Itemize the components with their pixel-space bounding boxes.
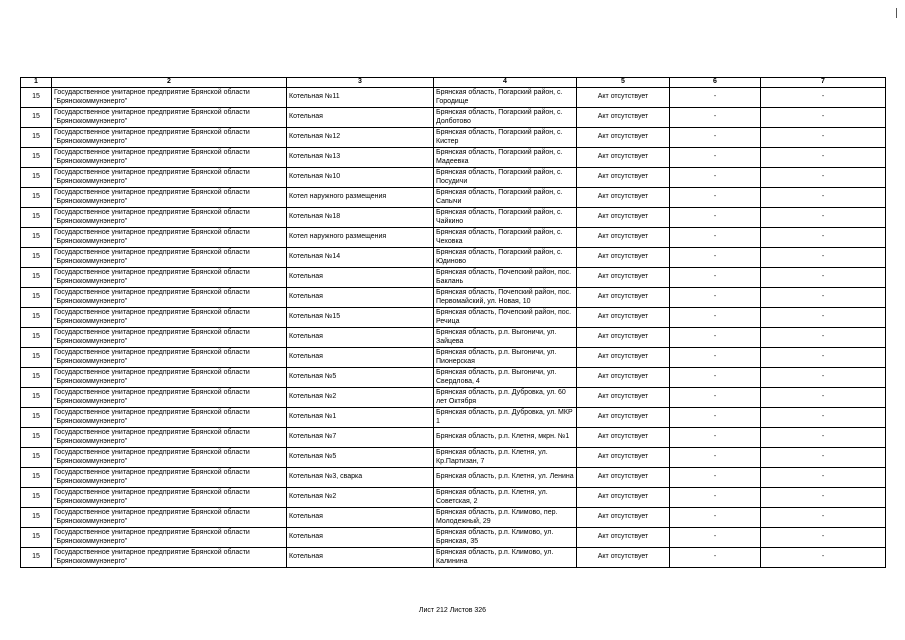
- address-cell: Брянская область, Погарский район, с. Юдиново: [434, 248, 577, 268]
- boiler-registry-table: [20, 77, 886, 568]
- facility-cell: Котельная: [287, 328, 434, 348]
- scan-edge-mark: [896, 8, 897, 18]
- table-row: [21, 268, 886, 288]
- header-row: [21, 78, 886, 88]
- organization-cell: Государственное унитарное предприятие Брянской области "Брянсккоммунэнерго": [52, 388, 287, 408]
- address-cell: Брянская область, р.п. Дубровка, ул. МКР 1: [434, 408, 577, 428]
- facility-cell: Котельная №10: [287, 168, 434, 188]
- column-7-cell: -: [761, 188, 886, 208]
- act-status-cell: Акт отсутствует: [577, 128, 670, 148]
- column-7-cell: -: [761, 228, 886, 248]
- page-footer: Лист 212 Листов 326: [418, 607, 487, 614]
- table-row: [21, 548, 886, 568]
- organization-cell: Государственное унитарное предприятие Брянской области "Брянсккоммунэнерго": [52, 408, 287, 428]
- facility-cell: Котельная №5: [287, 368, 434, 388]
- column-6-cell: -: [670, 488, 761, 508]
- facility-cell: Котельная №15: [287, 308, 434, 328]
- column-6-cell: -: [670, 128, 761, 148]
- column-7-cell: -: [761, 128, 886, 148]
- organization-cell: Государственное унитарное предприятие Брянской области "Брянсккоммунэнерго": [52, 128, 287, 148]
- column-7-cell: -: [761, 548, 886, 568]
- act-status-cell: Акт отсутствует: [577, 408, 670, 428]
- table-row: [21, 348, 886, 368]
- column-7-cell: -: [761, 528, 886, 548]
- organization-cell: Государственное унитарное предприятие Брянской области "Брянсккоммунэнерго": [52, 208, 287, 228]
- act-status-cell: Акт отсутствует: [577, 368, 670, 388]
- act-status-cell: Акт отсутствует: [577, 88, 670, 108]
- row-number-cell: 15: [21, 268, 52, 288]
- row-number-cell: 15: [21, 348, 52, 368]
- column-7-cell: -: [761, 248, 886, 268]
- table-row: [21, 468, 886, 488]
- table-row: [21, 368, 886, 388]
- row-number-cell: 15: [21, 328, 52, 348]
- column-6-cell: -: [670, 108, 761, 128]
- act-status-cell: Акт отсутствует: [577, 328, 670, 348]
- facility-cell: Котельная: [287, 288, 434, 308]
- column-6-cell: -: [670, 408, 761, 428]
- address-cell: Брянская область, р.п. Выгоничи, ул. Свердлова, 4: [434, 368, 577, 388]
- column-6-cell: -: [670, 368, 761, 388]
- address-cell: Брянская область, р.п. Климово, ул. Калинина: [434, 548, 577, 568]
- organization-cell: Государственное унитарное предприятие Брянской области "Брянсккоммунэнерго": [52, 508, 287, 528]
- facility-cell: Котельная №18: [287, 208, 434, 228]
- table-row: [21, 248, 886, 268]
- table-row: [21, 328, 886, 348]
- table-row: [21, 528, 886, 548]
- address-cell: Брянская область, р.п. Климово, ул. Брянская, 35: [434, 528, 577, 548]
- table-row: [21, 408, 886, 428]
- column-7-cell: -: [761, 108, 886, 128]
- act-status-cell: Акт отсутствует: [577, 488, 670, 508]
- act-status-cell: Акт отсутствует: [577, 188, 670, 208]
- facility-cell: Котельная: [287, 268, 434, 288]
- column-6-cell: -: [670, 468, 761, 488]
- column-6-cell: -: [670, 248, 761, 268]
- table-row: [21, 228, 886, 248]
- facility-cell: Котельная №11: [287, 88, 434, 108]
- column-6-cell: -: [670, 388, 761, 408]
- table-row: [21, 188, 886, 208]
- facility-cell: Котельная: [287, 508, 434, 528]
- act-status-cell: Акт отсутствует: [577, 428, 670, 448]
- facility-cell: Котельная: [287, 528, 434, 548]
- column-6-cell: -: [670, 428, 761, 448]
- organization-cell: Государственное унитарное предприятие Брянской области "Брянсккоммунэнерго": [52, 428, 287, 448]
- column-7-cell: -: [761, 348, 886, 368]
- address-cell: Брянская область, Погарский район, с. Чайкино: [434, 208, 577, 228]
- address-cell: Брянская область, р.п. Климово, пер. Молодежный, 29: [434, 508, 577, 528]
- organization-cell: Государственное унитарное предприятие Брянской области "Брянсккоммунэнерго": [52, 88, 287, 108]
- organization-cell: Государственное унитарное предприятие Брянской области "Брянсккоммунэнерго": [52, 308, 287, 328]
- act-status-cell: Акт отсутствует: [577, 268, 670, 288]
- column-7-cell: -: [761, 148, 886, 168]
- table-row: [21, 428, 886, 448]
- act-status-cell: Акт отсутствует: [577, 448, 670, 468]
- act-status-cell: Акт отсутствует: [577, 148, 670, 168]
- column-7-cell: -: [761, 328, 886, 348]
- address-cell: Брянская область, Погарский район, с. Долботово: [434, 108, 577, 128]
- column-6-cell: -: [670, 528, 761, 548]
- column-6-cell: -: [670, 508, 761, 528]
- organization-cell: Государственное унитарное предприятие Брянской области "Брянсккоммунэнерго": [52, 328, 287, 348]
- column-header-5: 5: [577, 78, 670, 88]
- row-number-cell: 15: [21, 188, 52, 208]
- act-status-cell: Акт отсутствует: [577, 248, 670, 268]
- table-row: [21, 448, 886, 468]
- facility-cell: Котельная №13: [287, 148, 434, 168]
- row-number-cell: 15: [21, 168, 52, 188]
- table-row: [21, 508, 886, 528]
- column-6-cell: -: [670, 348, 761, 368]
- column-6-cell: -: [670, 548, 761, 568]
- organization-cell: Государственное унитарное предприятие Брянской области "Брянсккоммунэнерго": [52, 248, 287, 268]
- row-number-cell: 15: [21, 428, 52, 448]
- act-status-cell: Акт отсутствует: [577, 348, 670, 368]
- column-6-cell: -: [670, 168, 761, 188]
- address-cell: Брянская область, Погарский район, с. Городище: [434, 88, 577, 108]
- facility-cell: Котельная №3, сварка: [287, 468, 434, 488]
- row-number-cell: 15: [21, 448, 52, 468]
- table-row: [21, 128, 886, 148]
- column-6-cell: -: [670, 268, 761, 288]
- column-7-cell: -: [761, 288, 886, 308]
- organization-cell: Государственное унитарное предприятие Брянской области "Брянсккоммунэнерго": [52, 288, 287, 308]
- facility-cell: Котельная №12: [287, 128, 434, 148]
- facility-cell: Котельная: [287, 548, 434, 568]
- column-7-cell: -: [761, 488, 886, 508]
- row-number-cell: 15: [21, 388, 52, 408]
- column-7-cell: -: [761, 308, 886, 328]
- row-number-cell: 15: [21, 468, 52, 488]
- table-row: [21, 208, 886, 228]
- column-6-cell: -: [670, 448, 761, 468]
- facility-cell: Котел наружного размещения: [287, 228, 434, 248]
- column-header-1: 1: [21, 78, 52, 88]
- column-header-7: 7: [761, 78, 886, 88]
- facility-cell: Котельная: [287, 108, 434, 128]
- row-number-cell: 15: [21, 408, 52, 428]
- act-status-cell: Акт отсутствует: [577, 228, 670, 248]
- address-cell: Брянская область, р.п. Выгоничи, ул. Зайцева: [434, 328, 577, 348]
- address-cell: Брянская область, р.п. Клетня, ул. Кр.Партизан, 7: [434, 448, 577, 468]
- column-7-cell: -: [761, 428, 886, 448]
- table-row: [21, 288, 886, 308]
- column-7-cell: -: [761, 468, 886, 488]
- address-cell: Брянская область, Почепский район, пос. Первомайский, ул. Новая, 10: [434, 288, 577, 308]
- organization-cell: Государственное унитарное предприятие Брянской области "Брянсккоммунэнерго": [52, 368, 287, 388]
- facility-cell: Котел наружного размещения: [287, 188, 434, 208]
- column-7-cell: -: [761, 268, 886, 288]
- column-6-cell: -: [670, 188, 761, 208]
- table-row: [21, 308, 886, 328]
- act-status-cell: Акт отсутствует: [577, 508, 670, 528]
- table-row: [21, 168, 886, 188]
- row-number-cell: 15: [21, 288, 52, 308]
- act-status-cell: Акт отсутствует: [577, 168, 670, 188]
- row-number-cell: 15: [21, 228, 52, 248]
- row-number-cell: 15: [21, 308, 52, 328]
- organization-cell: Государственное унитарное предприятие Брянской области "Брянсккоммунэнерго": [52, 468, 287, 488]
- column-7-cell: -: [761, 388, 886, 408]
- row-number-cell: 15: [21, 488, 52, 508]
- column-6-cell: -: [670, 88, 761, 108]
- column-6-cell: -: [670, 288, 761, 308]
- table-row: [21, 488, 886, 508]
- table-body: [21, 88, 886, 568]
- column-7-cell: -: [761, 208, 886, 228]
- address-cell: Брянская область, р.п. Клетня, ул. Ленина: [434, 468, 577, 488]
- column-header-2: 2: [52, 78, 287, 88]
- facility-cell: Котельная №7: [287, 428, 434, 448]
- row-number-cell: 15: [21, 508, 52, 528]
- column-7-cell: -: [761, 368, 886, 388]
- act-status-cell: Акт отсутствует: [577, 108, 670, 128]
- row-number-cell: 15: [21, 128, 52, 148]
- organization-cell: Государственное унитарное предприятие Брянской области "Брянсккоммунэнерго": [52, 108, 287, 128]
- act-status-cell: Акт отсутствует: [577, 528, 670, 548]
- organization-cell: Государственное унитарное предприятие Брянской области "Брянсккоммунэнерго": [52, 188, 287, 208]
- column-6-cell: -: [670, 148, 761, 168]
- organization-cell: Государственное унитарное предприятие Брянской области "Брянсккоммунэнерго": [52, 528, 287, 548]
- address-cell: Брянская область, Почепский район, пос. Речица: [434, 308, 577, 328]
- column-6-cell: -: [670, 308, 761, 328]
- column-header-6: 6: [670, 78, 761, 88]
- organization-cell: Государственное унитарное предприятие Брянской области "Брянсккоммунэнерго": [52, 548, 287, 568]
- column-6-cell: -: [670, 328, 761, 348]
- organization-cell: Государственное унитарное предприятие Брянской области "Брянсккоммунэнерго": [52, 448, 287, 468]
- column-7-cell: -: [761, 168, 886, 188]
- table-header: [21, 78, 886, 88]
- row-number-cell: 15: [21, 208, 52, 228]
- facility-cell: Котельная: [287, 348, 434, 368]
- column-7-cell: -: [761, 508, 886, 528]
- row-number-cell: 15: [21, 368, 52, 388]
- facility-cell: Котельная №2: [287, 488, 434, 508]
- address-cell: Брянская область, Погарский район, с. Сапычи: [434, 188, 577, 208]
- act-status-cell: Акт отсутствует: [577, 468, 670, 488]
- row-number-cell: 15: [21, 248, 52, 268]
- address-cell: Брянская область, Погарский район, с. Посудичи: [434, 168, 577, 188]
- organization-cell: Государственное унитарное предприятие Брянской области "Брянсккоммунэнерго": [52, 148, 287, 168]
- act-status-cell: Акт отсутствует: [577, 288, 670, 308]
- act-status-cell: Акт отсутствует: [577, 388, 670, 408]
- address-cell: Брянская область, р.п. Клетня, ул. Советская, 2: [434, 488, 577, 508]
- address-cell: Брянская область, Почепский район, пос. Баклань: [434, 268, 577, 288]
- column-6-cell: -: [670, 208, 761, 228]
- column-7-cell: -: [761, 408, 886, 428]
- column-6-cell: -: [670, 228, 761, 248]
- table-row: [21, 108, 886, 128]
- organization-cell: Государственное унитарное предприятие Брянской области "Брянсккоммунэнерго": [52, 228, 287, 248]
- address-cell: Брянская область, Погарский район, с. Чеховка: [434, 228, 577, 248]
- act-status-cell: Акт отсутствует: [577, 548, 670, 568]
- organization-cell: Государственное унитарное предприятие Брянской области "Брянсккоммунэнерго": [52, 348, 287, 368]
- facility-cell: Котельная №5: [287, 448, 434, 468]
- row-number-cell: 15: [21, 528, 52, 548]
- address-cell: Брянская область, р.п. Дубровка, ул. 60 лет Октября: [434, 388, 577, 408]
- table-row: [21, 388, 886, 408]
- row-number-cell: 15: [21, 148, 52, 168]
- column-header-4: 4: [434, 78, 577, 88]
- row-number-cell: 15: [21, 548, 52, 568]
- organization-cell: Государственное унитарное предприятие Брянской области "Брянсккоммунэнерго": [52, 168, 287, 188]
- facility-cell: Котельная №14: [287, 248, 434, 268]
- row-number-cell: 15: [21, 88, 52, 108]
- column-7-cell: -: [761, 88, 886, 108]
- organization-cell: Государственное унитарное предприятие Брянской области "Брянсккоммунэнерго": [52, 488, 287, 508]
- column-7-cell: -: [761, 448, 886, 468]
- address-cell: Брянская область, р.п. Выгоничи, ул. Пионерская: [434, 348, 577, 368]
- facility-cell: Котельная №1: [287, 408, 434, 428]
- address-cell: Брянская область, р.п. Клетня, мкрн. №1: [434, 428, 577, 448]
- column-header-3: 3: [287, 78, 434, 88]
- row-number-cell: 15: [21, 108, 52, 128]
- act-status-cell: Акт отсутствует: [577, 308, 670, 328]
- address-cell: Брянская область, Погарский район, с. Кистер: [434, 128, 577, 148]
- address-cell: Брянская область, Погарский район, с. Мадеевка: [434, 148, 577, 168]
- facility-cell: Котельная №2: [287, 388, 434, 408]
- organization-cell: Государственное унитарное предприятие Брянской области "Брянсккоммунэнерго": [52, 268, 287, 288]
- table-row: [21, 88, 886, 108]
- table-row: [21, 148, 886, 168]
- act-status-cell: Акт отсутствует: [577, 208, 670, 228]
